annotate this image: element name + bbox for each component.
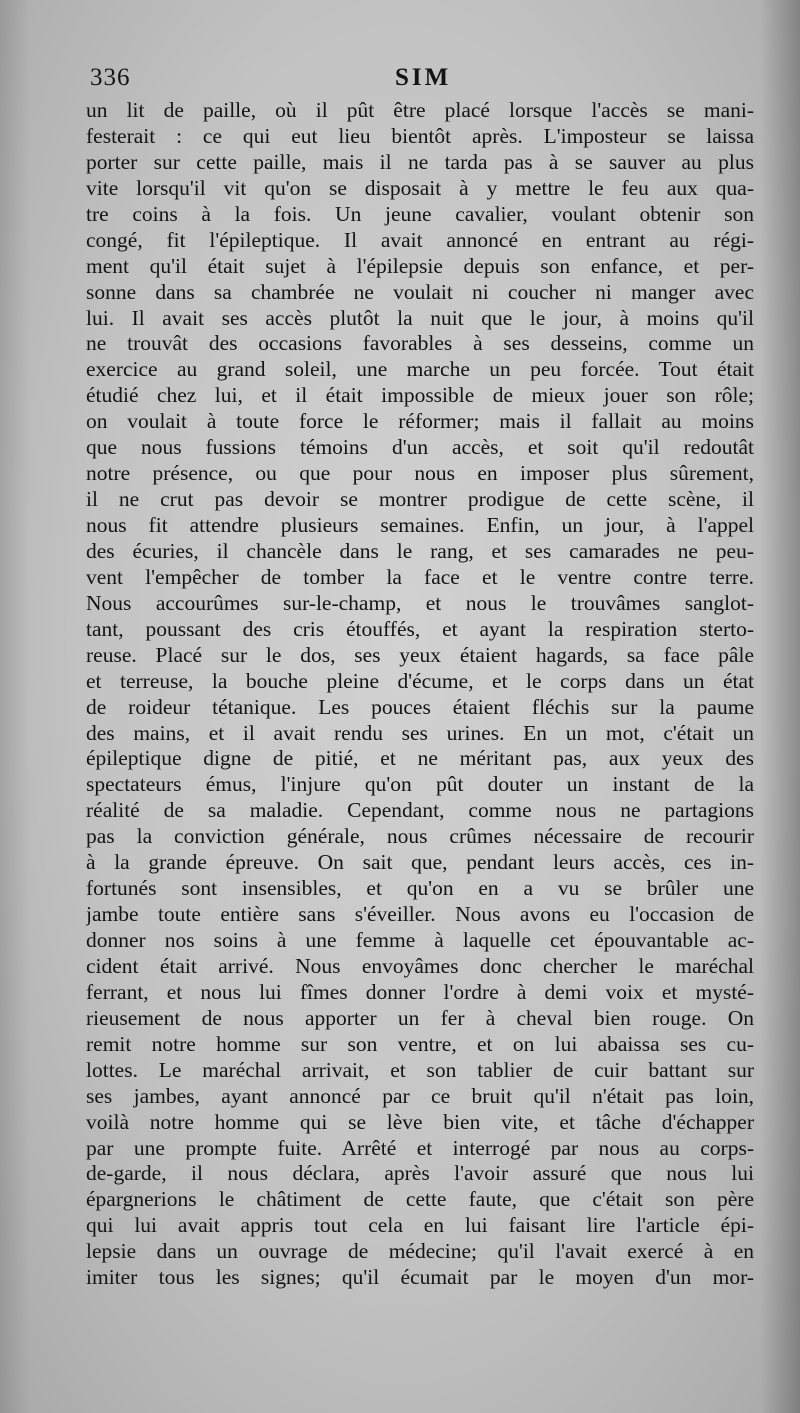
text-line: ment qu'il était sujet à l'épilepsie depuis son enfance, et per- — [86, 253, 754, 278]
text-line: tre coins à la fois. Un jeune cavalier, voulant obtenir son — [86, 201, 754, 226]
text-line: vent l'empêcher de tomber la face et le ventre contre terre. — [86, 564, 754, 589]
text-line: Nous accourûmes sur-le-champ, et nous le trouvâmes sanglot- — [86, 590, 754, 615]
text-line: lepsie dans un ouvrage de médecine; qu'il l'avait exercé à en — [86, 1239, 754, 1264]
text-line: congé, fit l'épileptique. Il avait annoncé en entrant au régi- — [86, 227, 754, 252]
text-line: jambe toute entière sans s'éveiller. Nous avons eu l'occasion de — [86, 902, 754, 927]
running-head — [90, 64, 760, 98]
text-line: ferrant, et nous lui fîmes donner l'ordre à demi voix et mysté- — [86, 979, 754, 1004]
text-line: notre présence, ou que pour nous en imposer plus sûrement, — [86, 461, 754, 486]
text-line: reuse. Placé sur le dos, ses yeux étaient hagards, sa face pâle — [86, 642, 754, 667]
text-line: exercice au grand soleil, une marche un peu forcée. Tout était — [86, 357, 754, 382]
text-line: fortunés sont insensibles, et qu'on en a vu se brûler une — [86, 876, 754, 901]
text-line: que nous fussions témoins d'un accès, et soit qu'il redoutât — [86, 435, 754, 460]
text-line: lottes. Le maréchal arrivait, et son tablier de cuir battant sur — [86, 1057, 754, 1082]
text-line: porter sur cette paille, mais il ne tarda pas à se sauver au plus — [86, 149, 754, 174]
text-line: cident était arrivé. Nous envoyâmes donc chercher le maréchal — [86, 953, 754, 978]
text-line: il ne crut pas devoir se montrer prodigue de cette scène, il — [86, 487, 754, 512]
text-line: étudié chez lui, et il était impossible de mieux jouer son rôle; — [86, 383, 754, 408]
text-line: des écuries, il chancèle dans le rang, et ses camarades ne peu- — [86, 538, 754, 563]
text-line: ses jambes, ayant annoncé par ce bruit qu'il n'était pas loin, — [86, 1083, 754, 1108]
text-line: par une prompte fuite. Arrêté et interrogé par nous au corps- — [86, 1135, 754, 1160]
text-line: lui. Il avait ses accès plutôt la nuit que le jour, à moins qu'il — [86, 305, 754, 330]
page-number: 336 — [90, 64, 131, 91]
text-line: à la grande épreuve. On sait que, pendant leurs accès, ces in- — [86, 850, 754, 875]
text-line: épileptique digne de pitié, et ne méritant pas, aux yeux des — [86, 746, 754, 771]
text-line: sonne dans sa chambrée ne voulait ni coucher ni manger avec — [86, 279, 754, 304]
text-line: voilà notre homme qui se lève bien vite, et tâche d'échapper — [86, 1109, 754, 1134]
text-line: des mains, et il avait rendu ses urines. En un mot, c'était un — [86, 720, 754, 745]
text-line: on voulait à toute force le réformer; mais il fallait au moins — [86, 409, 754, 434]
page-edge-shadow-left — [0, 0, 30, 1413]
text-line: réalité de sa maladie. Cependant, comme nous ne partagions — [86, 798, 754, 823]
text-line: remit notre homme sur son ventre, et on lui abaissa ses cu- — [86, 1031, 754, 1056]
text-line: nous fit attendre plusieurs semaines. Enfin, un jour, à l'appel — [86, 513, 754, 537]
text-line: ne trouvât des occasions favorables à ses desseins, comme un — [86, 331, 754, 356]
text-line: qui lui avait appris tout cela en lui faisant lire l'article épi- — [86, 1213, 754, 1238]
text-line: un lit de paille, où il pût être placé lorsque l'accès se mani- — [86, 98, 754, 122]
text-line: et terreuse, la bouche pleine d'écume, et le corps dans un état — [86, 668, 754, 693]
body-text — [86, 98, 754, 1291]
text-line: pas la conviction générale, nous crûmes nécessaire de recourir — [86, 824, 754, 849]
running-title: SIM — [395, 64, 452, 91]
text-line: festerait : ce qui eut lieu bientôt après. L'imposteur se laissa — [86, 123, 754, 148]
text-line: de-garde, il nous déclara, après l'avoir assuré que nous lui — [86, 1161, 754, 1186]
text-line: épargnerions le châtiment de cette faute, que c'était son père — [86, 1187, 754, 1212]
text-line: spectateurs émus, l'injure qu'on pût douter un instant de la — [86, 772, 754, 797]
text-line: vite lorsqu'il vit qu'on se disposait à y mettre le feu aux qua- — [86, 175, 754, 200]
text-line: de roideur tétanique. Les pouces étaient fléchis sur la paume — [86, 694, 754, 719]
page-edge-shadow-right — [760, 0, 800, 1413]
text-line: donner nos soins à une femme à laquelle cet épouvantable ac- — [86, 928, 754, 952]
text-line: tant, poussant des cris étouffés, et ayant la respiration sterto- — [86, 616, 754, 641]
text-line: rieusement de nous apporter un fer à cheval bien rouge. On — [86, 1005, 754, 1030]
text-line: imiter tous les signes; qu'il écumait par le moyen d'un mor- — [86, 1265, 754, 1290]
